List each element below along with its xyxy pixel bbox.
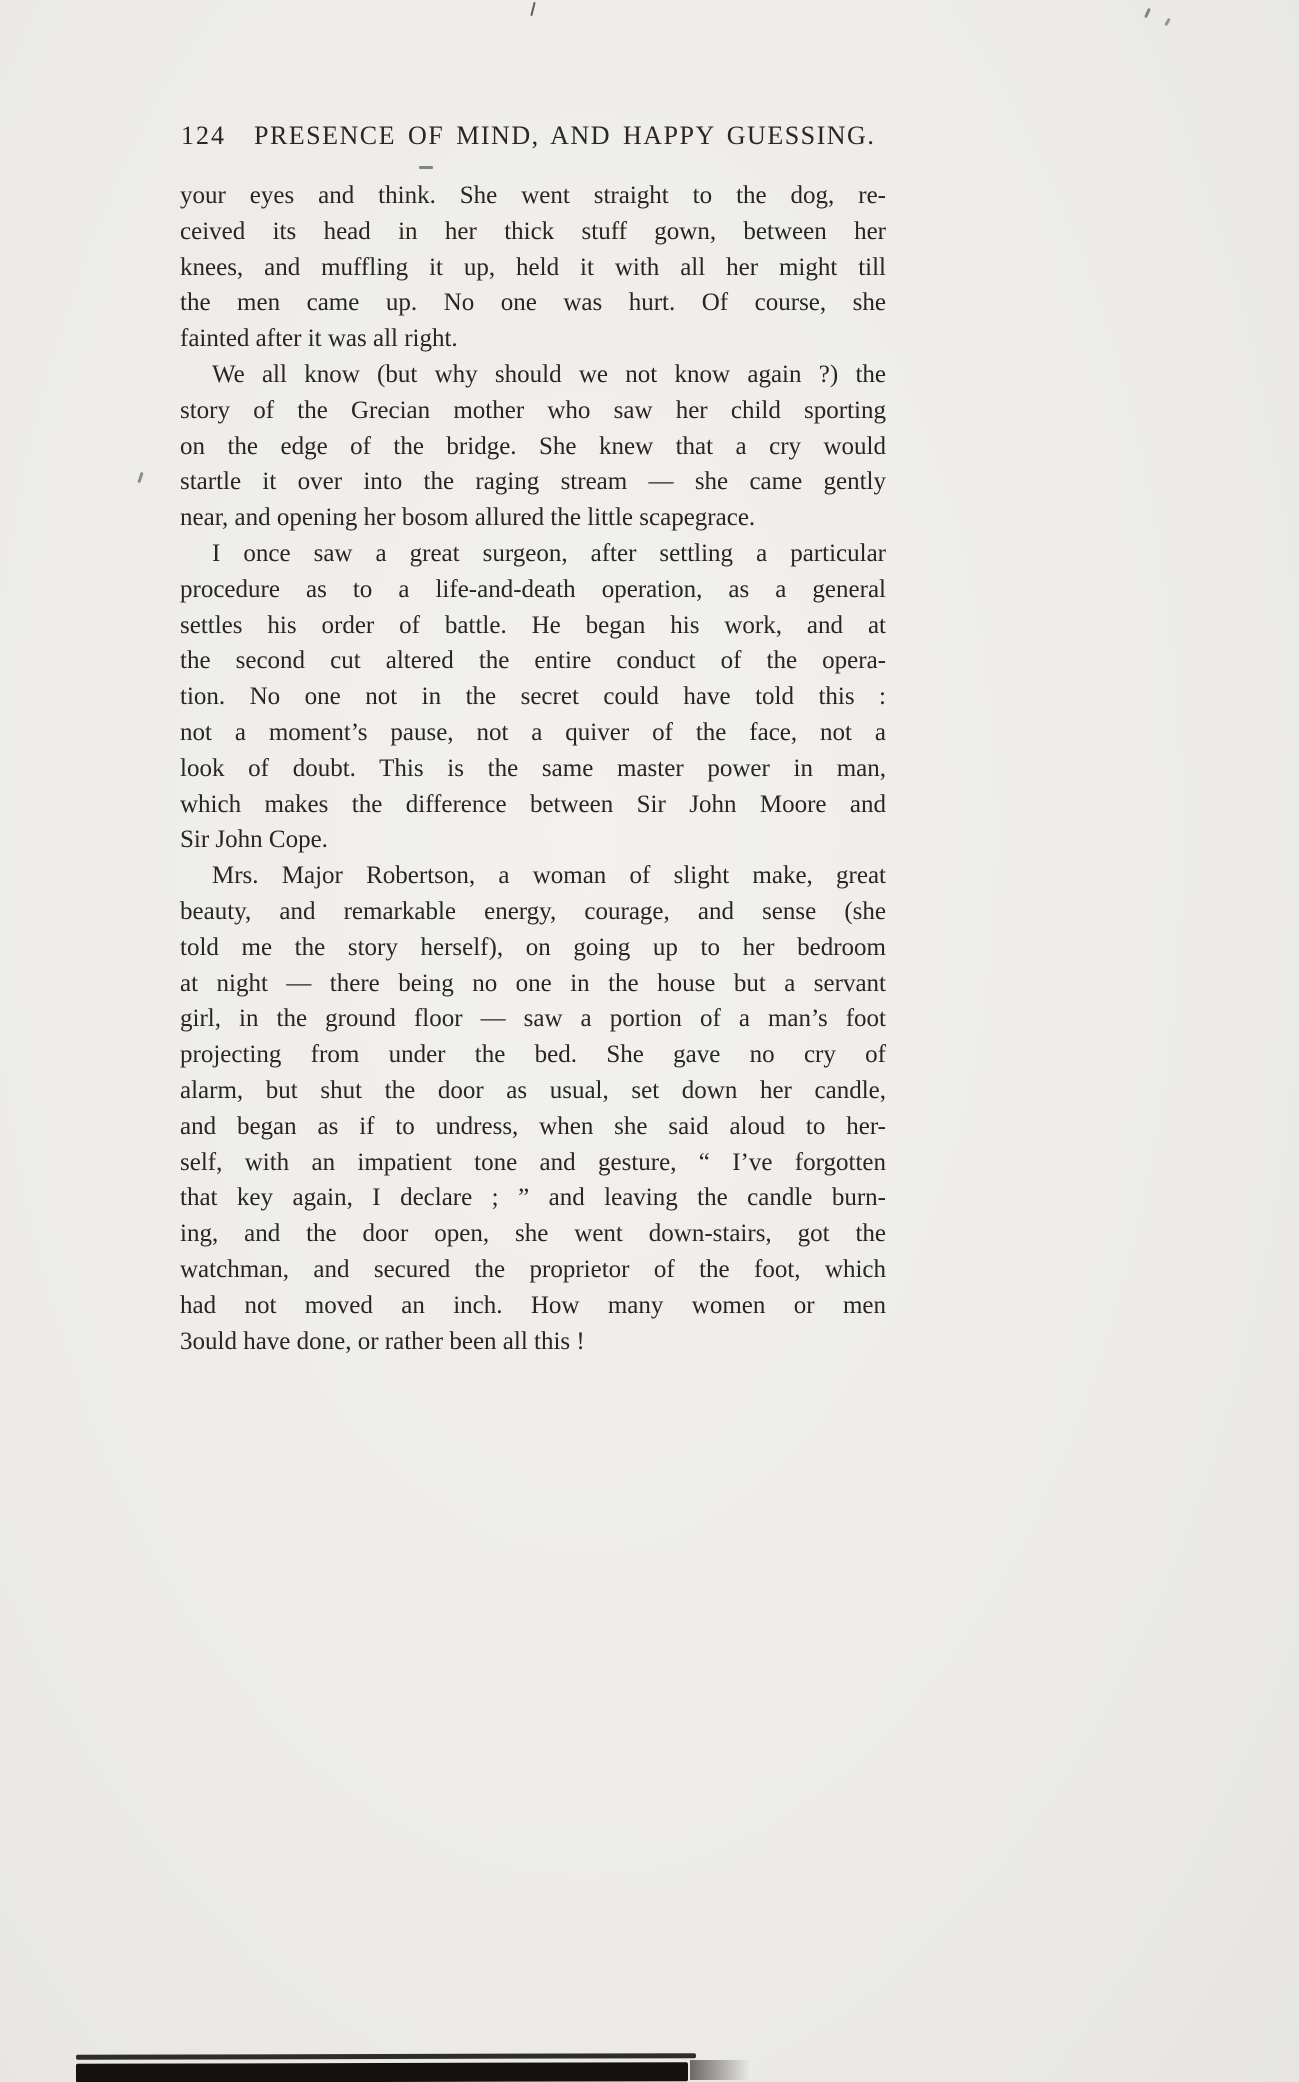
- text-line: that key again, I declare ; ” and leaving the candle burn-: [180, 1184, 886, 1212]
- text-line: beauty, and remarkable energy, courage, and sense (she: [180, 897, 886, 925]
- text-line: Mrs. Major Robertson, a woman of slight make, great: [212, 862, 886, 890]
- text-line: not a moment’s pause, not a quiver of the face, not a: [180, 718, 886, 746]
- text-line: alarm, but shut the door as usual, set down her candle,: [180, 1076, 886, 1104]
- text-line: your eyes and think. She went straight to the dog, re-: [180, 182, 886, 209]
- text-line: startle it over into the raging stream — she came gently: [180, 468, 886, 496]
- scan-artifact-bottom-line: [76, 2053, 696, 2060]
- paragraph: [180, 536, 886, 858]
- text-line: on the edge of the bridge. She knew that a cry would: [180, 432, 886, 460]
- paragraph: [180, 357, 886, 536]
- text-line: told me the story herself), on going up to her bedroom: [180, 933, 886, 961]
- text-line: I once saw a great surgeon, after settling a particular: [212, 539, 886, 567]
- text-line: ing, and the door open, she went down-stairs, got the: [180, 1220, 886, 1248]
- scan-artifact-speck: [1164, 18, 1171, 26]
- text-line: had not moved an inch. How many women or men: [180, 1291, 886, 1319]
- scan-artifact-bottom-line: [76, 2062, 688, 2082]
- scan-artifact-dash: [419, 166, 433, 169]
- scan-artifact-speck: [1144, 8, 1151, 18]
- text-line: procedure as to a life-and-death operation, as a general: [180, 575, 886, 603]
- text-line: and began as if to undress, when she said aloud to her-: [180, 1112, 886, 1140]
- text-line: Sir John Cope.: [180, 826, 328, 854]
- text-line: self, with an impatient tone and gesture, “ I’ve forgotten: [180, 1148, 886, 1176]
- text-line: fainted after it was all right.: [180, 325, 458, 353]
- page-header: [181, 121, 901, 151]
- text-line: ceived its head in her thick stuff gown, between her: [180, 217, 886, 245]
- text-line: knees, and muffling it up, held it with all her might till: [180, 253, 886, 281]
- text-line: tion. No one not in the secret could have told this :: [180, 683, 886, 711]
- text-line: look of doubt. This is the same master power in man,: [180, 754, 886, 782]
- text-line: We all know (but why should we not know again ?) the: [212, 360, 886, 388]
- text-line: at night — there being no one in the house but a servant: [180, 969, 886, 997]
- text-line: the men came up. No one was hurt. Of course, she: [180, 289, 886, 317]
- text-line: story of the Grecian mother who saw her child sporting: [180, 396, 886, 424]
- running-title: PRESENCE OF MIND, AND HAPPY GUESSING.: [254, 121, 876, 150]
- scan-artifact-bottom-fade: [690, 2060, 750, 2080]
- paragraph: [180, 858, 886, 1359]
- text-line: near, and opening her bosom allured the little scapegrace.: [180, 504, 756, 532]
- text-line: which makes the difference between Sir John Moore and: [180, 790, 886, 818]
- text-line: 3ould have done, or rather been all this !: [180, 1327, 585, 1355]
- paragraph: [180, 178, 886, 357]
- scan-artifact-speck: [137, 472, 143, 483]
- page-text: [180, 178, 886, 1359]
- text-line: settles his order of battle. He began his work, and at: [180, 611, 886, 639]
- scan-artifact-tick: [530, 2, 535, 16]
- text-line: projecting from under the bed. She gave no cry of: [180, 1041, 886, 1069]
- text-line: watchman, and secured the proprietor of the foot, which: [180, 1255, 886, 1283]
- text-line: the second cut altered the entire conduct of the opera-: [180, 647, 886, 675]
- text-line: girl, in the ground floor — saw a portion of a man’s foot: [180, 1005, 886, 1033]
- page-number: 124: [181, 121, 226, 150]
